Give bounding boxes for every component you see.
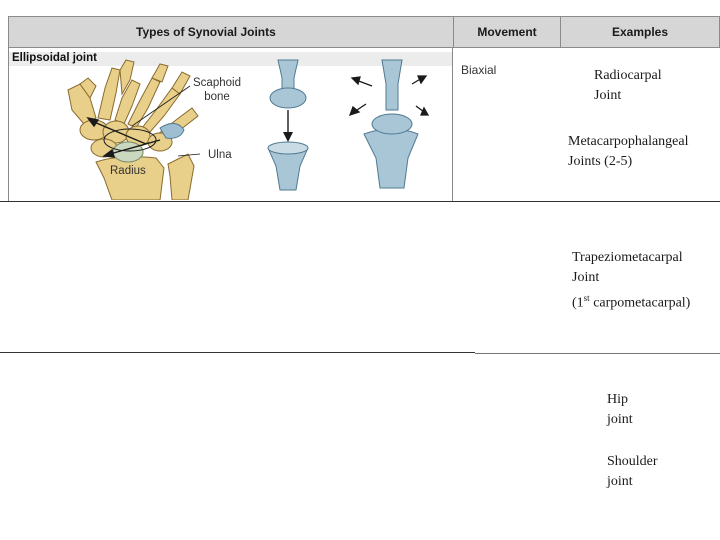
divider-row2-left — [0, 352, 475, 353]
header-examples — [560, 16, 720, 48]
example-shoulder-line1: Shoulder — [607, 454, 658, 469]
header-examples-label: Examples — [611, 25, 669, 39]
example-metacarpophalangeal — [568, 132, 689, 172]
example-hip-line2: joint — [607, 412, 633, 427]
divider-row1 — [0, 201, 720, 202]
example-shoulder — [607, 452, 658, 492]
example-hip — [607, 390, 633, 430]
example-shoulder-line2: joint — [607, 474, 633, 489]
label-scaphoid-line1: Scaphoid — [193, 77, 241, 89]
header-movement-label: Movement — [477, 25, 537, 39]
example-radiocarpal-line1: Radiocarpal — [594, 68, 662, 83]
example-metacarpophalangeal-line1: Metacarpophalangeal — [568, 134, 689, 149]
header-types — [8, 16, 454, 48]
header-types-label: Types of Synovial Joints — [136, 25, 276, 39]
header-movement — [453, 16, 561, 48]
example-trapeziometacarpal-line1: Trapeziometacarpal — [572, 250, 683, 265]
example-metacarpophalangeal-line2: Joints (2-5) — [568, 154, 633, 169]
example-radiocarpal-line2: Joint — [594, 88, 622, 103]
ex3-pre: (1 — [572, 295, 584, 311]
movement-value: Biaxial — [461, 63, 497, 77]
ex3-post: carpometacarpal) — [589, 295, 691, 311]
ex3-sup: st — [583, 293, 590, 303]
example-hip-line1: Hip — [607, 392, 628, 407]
example-trapeziometacarpal-line2: Joint — [572, 270, 600, 285]
label-ulna: Ulna — [208, 149, 232, 161]
example-trapeziometacarpal — [572, 248, 690, 314]
divider-row2-right — [475, 353, 720, 354]
label-radius: Radius — [110, 165, 146, 177]
type-label: Ellipsoidal joint — [12, 52, 97, 64]
label-scaphoid-line2: bone — [204, 91, 230, 103]
example-radiocarpal — [594, 66, 662, 106]
ellipsoidal-joint-illustration — [60, 58, 430, 200]
example-trapeziometacarpal-line3 — [572, 288, 690, 314]
label-scaphoid — [193, 76, 241, 104]
